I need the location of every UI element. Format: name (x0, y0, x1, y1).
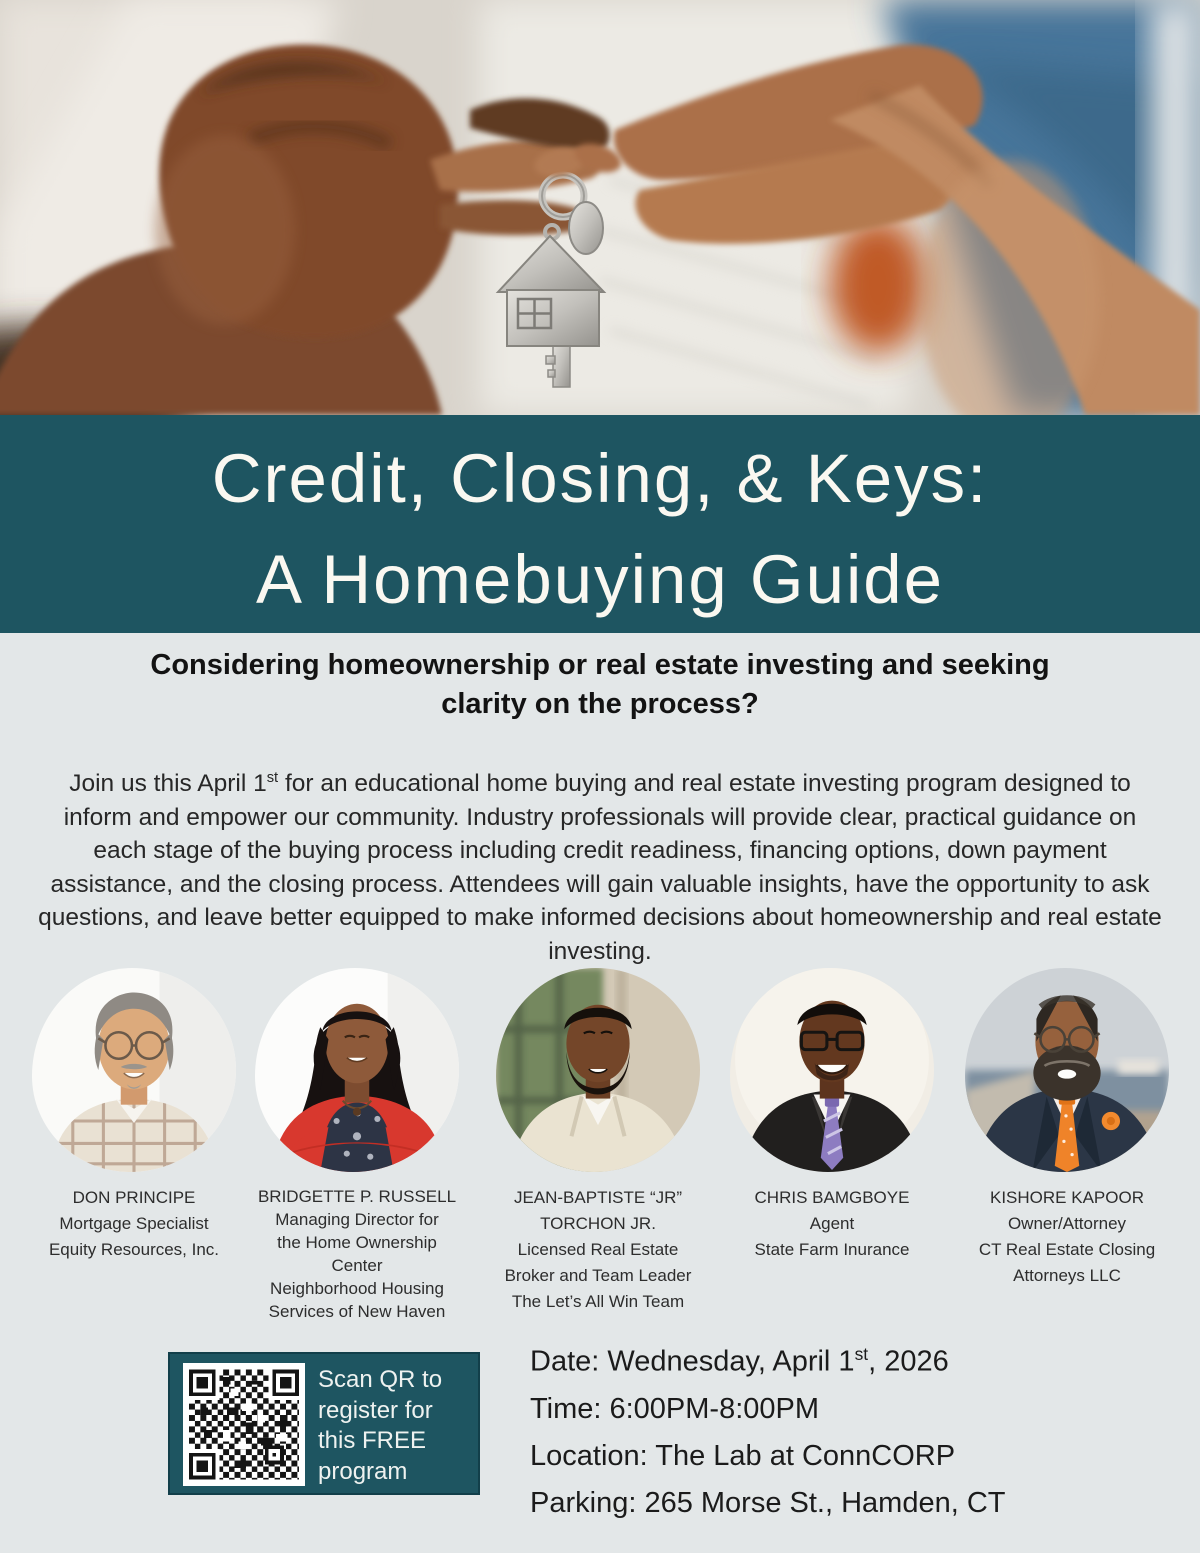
flyer-title-line1: Credit, Closing, & Keys: (211, 440, 989, 517)
speaker-name: CHRIS BAMGBOYE (754, 1188, 910, 1207)
speaker-role: Attorneys LLC (1013, 1266, 1121, 1285)
event-location: Location: The Lab at ConnCORP (530, 1439, 956, 1472)
intro-paragraph (38, 762, 1162, 968)
qr-code-icon (189, 1369, 299, 1480)
ordinal-superscript: st (854, 1344, 869, 1364)
hero-photo (0, 0, 1200, 415)
speaker-role: Broker and Team Leader (504, 1266, 692, 1285)
speaker-card-chris-bamgboye (726, 968, 938, 1263)
speaker-name: DON PRINCIPE (72, 1188, 196, 1207)
speaker-role: Owner/Attorney (1007, 1214, 1127, 1233)
speakers-row (0, 968, 1200, 1353)
intro-question (40, 646, 1160, 724)
portrait-don-principe (32, 968, 236, 1172)
hands-keys-photo-illustration (0, 0, 1200, 415)
intro-paragraph-prefix: Join us this April 1 (69, 770, 267, 798)
ordinal-superscript: st (266, 770, 279, 786)
intro-paragraph-rest: for an educational home buying and real estate investing program designed to inform and empower our community. Industry professionals will provide clear, practical guidance on each stage of the buying process including credit readiness, financing options, down payment assistance, and the closing process. Attendees will gain valuable insights, have the opportunity to ask questions, and leave better equipped to make informed decisions about homeownership and real estate investing. (38, 770, 1162, 965)
speaker-portrait (255, 968, 459, 1172)
speaker-card-bridgette-russell (250, 968, 464, 1323)
portrait-jean-baptiste-torchon (496, 968, 700, 1172)
intro-question-line2: clarity on the process? (441, 688, 759, 720)
portrait-kishore-kapoor (965, 968, 1169, 1172)
speaker-role: Managing Director for (275, 1210, 439, 1229)
speaker-role: Center (331, 1256, 383, 1275)
qr-label: Scan QR to register for this FREE program (318, 1366, 443, 1485)
speaker-role: the Home Ownership (277, 1233, 437, 1252)
speaker-card-don-principe (28, 968, 240, 1263)
speaker-portrait (730, 968, 934, 1172)
event-details (530, 1331, 1005, 1527)
speaker-role: State Farm Inurance (754, 1240, 910, 1259)
speaker-card-jean-baptiste-torchon (478, 968, 718, 1315)
speaker-role: CT Real Estate Closing (978, 1240, 1156, 1259)
speaker-name: JEAN-BAPTISTE “JR” TORCHON JR. (513, 1188, 683, 1233)
speaker-role: The Let’s All Win Team (511, 1292, 685, 1311)
flyer-title-line2: A Homebuying Guide (255, 541, 945, 618)
speaker-portrait (496, 968, 700, 1172)
speaker-role: Neighborhood Housing (270, 1279, 444, 1298)
event-date-text: Date: Wednesday, April 1 (530, 1345, 855, 1378)
speaker-role: Agent (809, 1214, 855, 1233)
title-banner (0, 415, 1200, 633)
event-date-year: , 2026 (868, 1345, 949, 1378)
speaker-role: Licensed Real Estate (517, 1240, 679, 1259)
speaker-portrait (32, 968, 236, 1172)
speaker-card-kishore-kapoor (948, 968, 1186, 1289)
event-parking: Parking: 265 Morse St., Hamden, CT (530, 1486, 1006, 1519)
event-date (530, 1331, 1005, 1386)
intro-question-line1: Considering homeownership or real estate investing and seeking (150, 649, 1050, 681)
speaker-portrait (965, 968, 1169, 1172)
portrait-chris-bamgboye (730, 968, 934, 1172)
speaker-role: Services of New Haven (268, 1302, 446, 1321)
event-time: Time: 6:00PM-8:00PM (530, 1392, 820, 1425)
speaker-name: KISHORE KAPOOR (990, 1188, 1144, 1207)
qr-code (183, 1363, 305, 1486)
portrait-bridgette-russell (255, 968, 459, 1172)
speaker-role: Equity Resources, Inc. (48, 1240, 220, 1259)
speaker-name: BRIDGETTE P. RUSSELL (257, 1187, 457, 1206)
speaker-role: Mortgage Specialist (59, 1214, 209, 1233)
qr-registration-box (168, 1352, 480, 1495)
